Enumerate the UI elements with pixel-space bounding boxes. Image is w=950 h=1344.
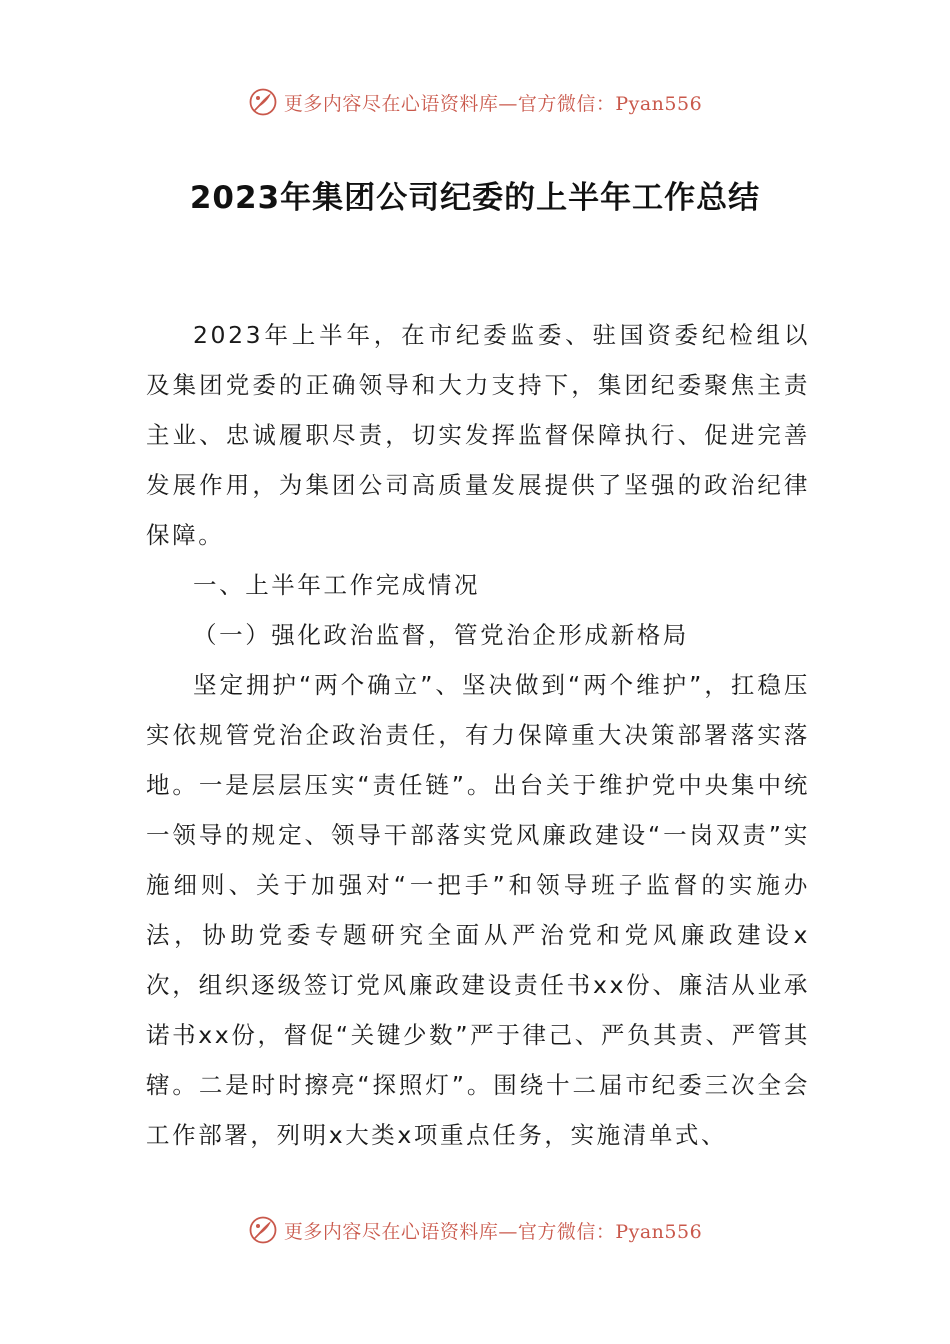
footer-watermark xyxy=(0,1210,950,1250)
watermark-text: 更多内容尽在心语资料库—官方微信：Pyan556 xyxy=(283,92,703,115)
section-heading: 一、上半年工作完成情况 xyxy=(193,571,481,599)
intro-paragraph: 2023年上半年，在市纪委监委、驻国资委纪检组以及集团党委的正确领导和大力支持下，集团纪委聚焦主责主业、忠诚履职尽责，切实发挥监督保障执行、促进完善发展作用，为集团公司高质量发展提供了坚强的政治纪律保障。 xyxy=(146,321,810,549)
subsection-heading: （一）强化政治监督，管党治企形成新格局 xyxy=(193,621,689,649)
quill-seal-logo-icon xyxy=(248,87,278,117)
header-watermark xyxy=(0,82,950,122)
quill-seal-logo-icon xyxy=(248,1215,278,1245)
body-paragraph: 坚定拥护“两个确立”、坚决做到“两个维护”，扛稳压实依规管党治企政治责任，有力保障重大决策部署落实落地。一是层层压实“责任链”。出台关于维护党中央集中统一领导的规定、领导干部落实党风廉政建设“一岗双责”实施细则、关于加强对“一把手”和领导班子监督的实施办法，协助党委专题研究全面从严治党和党风廉政建设x次，组织逐级签订党风廉政建设责任书xx份、廉洁从业承诺书xx份，督促“关键少数”严于律己、严负其责、严管其辖。二是时时擦亮“探照灯”。围绕十二届市纪委三次全会工作部署，列明x大类x项重点任务，实施清单式、 xyxy=(146,671,810,1149)
document-title: 2023年集团公司纪委的上半年工作总结 xyxy=(189,180,761,216)
watermark-text: 更多内容尽在心语资料库—官方微信：Pyan556 xyxy=(283,1220,703,1243)
document-body xyxy=(146,310,810,1160)
